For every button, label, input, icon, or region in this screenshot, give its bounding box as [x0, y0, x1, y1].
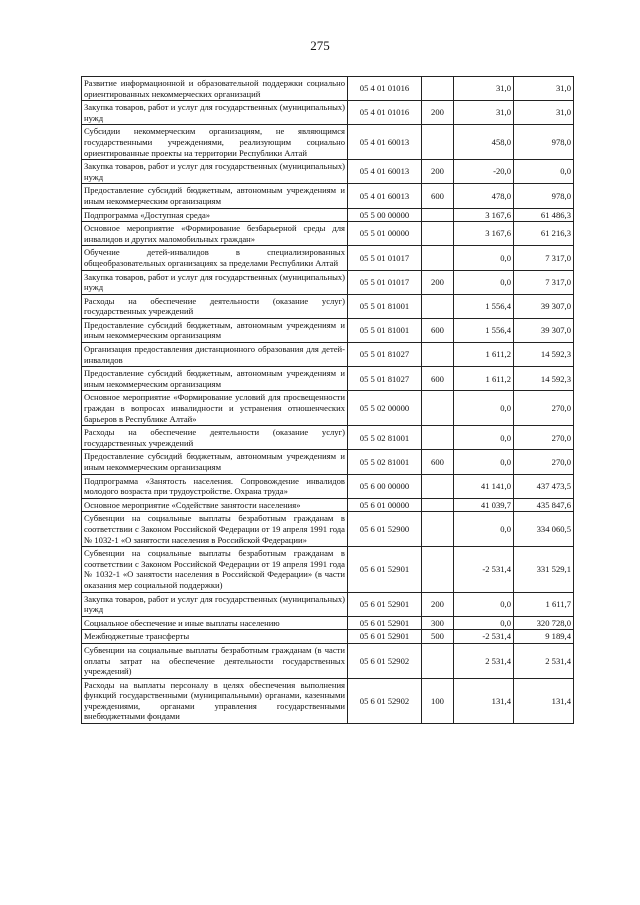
- row-name-cell: Основное мероприятие «Формирование условий для просвещенности граждан в вопросах инвалидности и устранения отношенческих барьеров в Республике Алтай»: [82, 391, 348, 426]
- row-expense-type-cell: 600: [422, 367, 454, 391]
- row-amount-2-cell: 131,4: [514, 678, 574, 723]
- row-amount-1-cell: -2 531,4: [454, 630, 514, 644]
- table-row: [82, 643, 574, 678]
- row-name-cell: Предоставление субсидий бюджетным, автономным учреждениям и иным некоммерческим организациям: [82, 318, 348, 342]
- row-amount-2-cell: 61 486,3: [514, 208, 574, 222]
- row-code-cell: 05 4 01 60013: [348, 184, 422, 208]
- table-row: [82, 391, 574, 426]
- row-expense-type-cell: 600: [422, 450, 454, 474]
- row-amount-2-cell: 270,0: [514, 426, 574, 450]
- row-amount-2-cell: 61 216,3: [514, 222, 574, 246]
- row-expense-type-cell: [422, 77, 454, 101]
- row-name-cell: Закупка товаров, работ и услуг для государственных (муниципальных) нужд: [82, 160, 348, 184]
- row-expense-type-cell: 600: [422, 318, 454, 342]
- row-code-cell: 05 5 02 81001: [348, 426, 422, 450]
- row-code-cell: 05 6 01 52901: [348, 616, 422, 630]
- row-expense-type-cell: [422, 343, 454, 367]
- row-amount-1-cell: 0,0: [454, 426, 514, 450]
- row-name-cell: Основное мероприятие «Содействие занятости населения»: [82, 498, 348, 512]
- row-amount-1-cell: 0,0: [454, 512, 514, 547]
- table-row: [82, 208, 574, 222]
- table-row: [82, 343, 574, 367]
- row-amount-2-cell: 320 728,0: [514, 616, 574, 630]
- row-expense-type-cell: [422, 246, 454, 270]
- table-row: [82, 630, 574, 644]
- row-expense-type-cell: [422, 391, 454, 426]
- row-name-cell: Расходы на обеспечение деятельности (оказание услуг) государственных учреждений: [82, 426, 348, 450]
- row-amount-2-cell: 0,0: [514, 160, 574, 184]
- row-name-cell: Межбюджетные трансферты: [82, 630, 348, 644]
- table-row: [82, 77, 574, 101]
- table-row: [82, 678, 574, 723]
- table-row: [82, 426, 574, 450]
- row-name-cell: Обучение детей-инвалидов в специализированных общеобразовательных организациях за пределами Республики Алтай: [82, 246, 348, 270]
- row-amount-1-cell: 0,0: [454, 391, 514, 426]
- row-amount-1-cell: 31,0: [454, 101, 514, 125]
- row-name-cell: Социальное обеспечение и иные выплаты населению: [82, 616, 348, 630]
- row-code-cell: 05 6 01 52900: [348, 512, 422, 547]
- row-amount-2-cell: 334 060,5: [514, 512, 574, 547]
- row-name-cell: Предоставление субсидий бюджетным, автономным учреждениям и иным некоммерческим организациям: [82, 367, 348, 391]
- row-expense-type-cell: [422, 222, 454, 246]
- row-code-cell: 05 5 01 81001: [348, 318, 422, 342]
- table-row: [82, 294, 574, 318]
- row-amount-1-cell: 1 556,4: [454, 294, 514, 318]
- row-amount-2-cell: 435 847,6: [514, 498, 574, 512]
- row-amount-1-cell: 478,0: [454, 184, 514, 208]
- table-row: [82, 547, 574, 592]
- row-amount-1-cell: 0,0: [454, 592, 514, 616]
- row-amount-1-cell: 458,0: [454, 125, 514, 160]
- row-amount-2-cell: 39 307,0: [514, 294, 574, 318]
- row-expense-type-cell: 200: [422, 160, 454, 184]
- row-amount-2-cell: 437 473,5: [514, 474, 574, 498]
- row-amount-2-cell: 270,0: [514, 391, 574, 426]
- row-amount-1-cell: 2 531,4: [454, 643, 514, 678]
- table-row: [82, 184, 574, 208]
- table-row: [82, 512, 574, 547]
- page-number: 275: [310, 38, 330, 53]
- row-code-cell: 05 6 01 52902: [348, 678, 422, 723]
- row-amount-2-cell: 7 317,0: [514, 246, 574, 270]
- row-amount-2-cell: 31,0: [514, 101, 574, 125]
- row-code-cell: 05 5 00 00000: [348, 208, 422, 222]
- row-code-cell: 05 4 01 01016: [348, 101, 422, 125]
- row-expense-type-cell: [422, 294, 454, 318]
- row-amount-2-cell: 331 529,1: [514, 547, 574, 592]
- row-name-cell: Субсидии некоммерческим организациям, не являющимся государственными учреждениями, реализующим социально ориентированные проекты на территории Республики Алтай: [82, 125, 348, 160]
- row-code-cell: 05 5 01 00000: [348, 222, 422, 246]
- table-row: [82, 367, 574, 391]
- row-amount-2-cell: 978,0: [514, 184, 574, 208]
- row-expense-type-cell: 200: [422, 592, 454, 616]
- row-amount-1-cell: 41 141,0: [454, 474, 514, 498]
- table-row: [82, 270, 574, 294]
- row-amount-1-cell: 41 039,7: [454, 498, 514, 512]
- row-amount-2-cell: 2 531,4: [514, 643, 574, 678]
- row-name-cell: Основное мероприятие «Формирование безбарьерной среды для инвалидов и других маломобильных граждан»: [82, 222, 348, 246]
- budget-table-body: [82, 77, 574, 724]
- row-expense-type-cell: 100: [422, 678, 454, 723]
- row-name-cell: Подпрограмма «Доступная среда»: [82, 208, 348, 222]
- row-name-cell: Субвенции на социальные выплаты безработным гражданам в соответствии с Законом Российской Федерации от 19 апреля 1991 года № 1032-1 «О занятости населения в Российской Федерации»: [82, 512, 348, 547]
- row-amount-1-cell: -2 531,4: [454, 547, 514, 592]
- row-expense-type-cell: [422, 125, 454, 160]
- table-row: [82, 160, 574, 184]
- row-name-cell: Субвенции на социальные выплаты безработным гражданам в соответствии с Законом Российской Федерации от 19 апреля 1991 года № 1032-1 «О занятости населения в Российской Федерации» (в части оказания мер социальной поддержки): [82, 547, 348, 592]
- row-name-cell: Закупка товаров, работ и услуг для государственных (муниципальных) нужд: [82, 592, 348, 616]
- row-code-cell: 05 5 02 81001: [348, 450, 422, 474]
- row-amount-1-cell: -20,0: [454, 160, 514, 184]
- row-name-cell: Закупка товаров, работ и услуг для государственных (муниципальных) нужд: [82, 101, 348, 125]
- row-amount-2-cell: 9 189,4: [514, 630, 574, 644]
- row-amount-2-cell: 1 611,7: [514, 592, 574, 616]
- row-amount-1-cell: 31,0: [454, 77, 514, 101]
- row-code-cell: 05 5 01 81027: [348, 343, 422, 367]
- row-amount-1-cell: 1 611,2: [454, 367, 514, 391]
- table-row: [82, 318, 574, 342]
- row-amount-2-cell: 39 307,0: [514, 318, 574, 342]
- table-row: [82, 450, 574, 474]
- row-amount-1-cell: 0,0: [454, 616, 514, 630]
- row-code-cell: 05 6 01 52901: [348, 592, 422, 616]
- row-expense-type-cell: [422, 426, 454, 450]
- row-expense-type-cell: 600: [422, 184, 454, 208]
- row-expense-type-cell: [422, 643, 454, 678]
- row-name-cell: Закупка товаров, работ и услуг для государственных (муниципальных) нужд: [82, 270, 348, 294]
- row-expense-type-cell: 500: [422, 630, 454, 644]
- row-code-cell: 05 6 01 52901: [348, 630, 422, 644]
- row-amount-2-cell: 31,0: [514, 77, 574, 101]
- row-name-cell: Расходы на выплаты персоналу в целях обеспечения выполнения функций государственными (муниципальными) органами, казенными учреждениями, органами управления государственными внебюджетными фондами: [82, 678, 348, 723]
- table-row: [82, 246, 574, 270]
- row-name-cell: Предоставление субсидий бюджетным, автономным учреждениям и иным некоммерческим организациям: [82, 450, 348, 474]
- row-code-cell: 05 6 01 52901: [348, 547, 422, 592]
- row-expense-type-cell: [422, 208, 454, 222]
- row-code-cell: 05 6 01 52902: [348, 643, 422, 678]
- row-amount-1-cell: 3 167,6: [454, 222, 514, 246]
- row-amount-1-cell: 1 611,2: [454, 343, 514, 367]
- row-code-cell: 05 6 00 00000: [348, 474, 422, 498]
- row-name-cell: Предоставление субсидий бюджетным, автономным учреждениям и иным некоммерческим организациям: [82, 184, 348, 208]
- row-amount-1-cell: 0,0: [454, 450, 514, 474]
- row-amount-1-cell: 3 167,6: [454, 208, 514, 222]
- row-expense-type-cell: 200: [422, 270, 454, 294]
- row-code-cell: 05 4 01 60013: [348, 125, 422, 160]
- table-row: [82, 222, 574, 246]
- table-row: [82, 101, 574, 125]
- row-expense-type-cell: 300: [422, 616, 454, 630]
- row-code-cell: 05 5 01 81027: [348, 367, 422, 391]
- row-expense-type-cell: 200: [422, 101, 454, 125]
- row-amount-1-cell: 0,0: [454, 270, 514, 294]
- row-expense-type-cell: [422, 512, 454, 547]
- table-row: [82, 474, 574, 498]
- row-code-cell: 05 5 01 01017: [348, 246, 422, 270]
- row-amount-1-cell: 131,4: [454, 678, 514, 723]
- row-name-cell: Подпрограмма «Занятость населения. Сопровождение инвалидов молодого возраста при трудоустройстве. Охрана труда»: [82, 474, 348, 498]
- row-code-cell: 05 5 02 00000: [348, 391, 422, 426]
- row-code-cell: 05 6 01 00000: [348, 498, 422, 512]
- row-expense-type-cell: [422, 498, 454, 512]
- table-row: [82, 616, 574, 630]
- row-amount-2-cell: 978,0: [514, 125, 574, 160]
- row-amount-2-cell: 14 592,3: [514, 343, 574, 367]
- row-name-cell: Субвенции на социальные выплаты безработным гражданам (в части оплаты затрат на обеспечение деятельности государственных учреждений): [82, 643, 348, 678]
- budget-table: [81, 76, 574, 724]
- row-code-cell: 05 5 01 01017: [348, 270, 422, 294]
- row-amount-2-cell: 270,0: [514, 450, 574, 474]
- row-code-cell: 05 5 01 81001: [348, 294, 422, 318]
- row-amount-1-cell: 0,0: [454, 246, 514, 270]
- row-expense-type-cell: [422, 474, 454, 498]
- row-amount-1-cell: 1 556,4: [454, 318, 514, 342]
- table-row: [82, 592, 574, 616]
- row-amount-2-cell: 7 317,0: [514, 270, 574, 294]
- table-row: [82, 498, 574, 512]
- row-name-cell: Расходы на обеспечение деятельности (оказание услуг) государственных учреждений: [82, 294, 348, 318]
- row-code-cell: 05 4 01 60013: [348, 160, 422, 184]
- row-name-cell: Развитие информационной и образовательной поддержки социально ориентированных некоммерческих организаций: [82, 77, 348, 101]
- row-expense-type-cell: [422, 547, 454, 592]
- row-code-cell: 05 4 01 01016: [348, 77, 422, 101]
- table-row: [82, 125, 574, 160]
- row-amount-2-cell: 14 592,3: [514, 367, 574, 391]
- row-name-cell: Организация предоставления дистанционного образования для детей-инвалидов: [82, 343, 348, 367]
